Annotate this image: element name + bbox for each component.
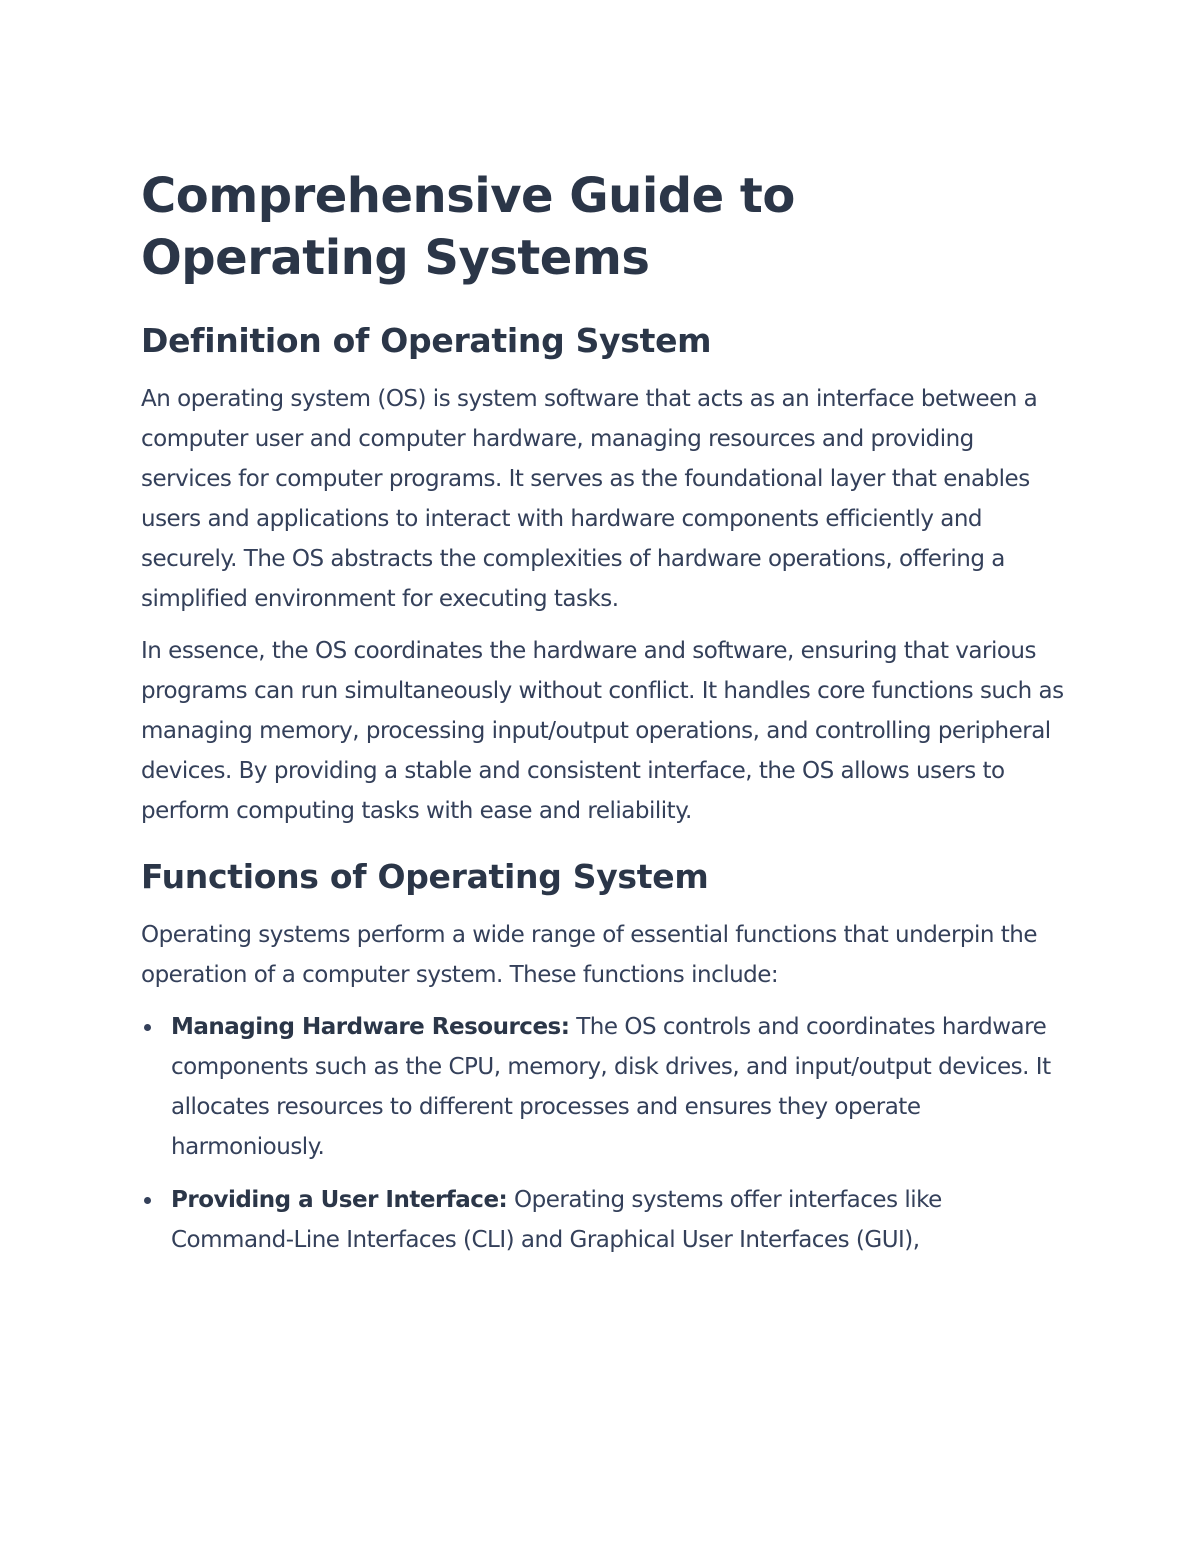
functions-bullet-list [141, 1007, 1066, 1260]
list-item [141, 1180, 1066, 1260]
bullet-dot-icon [144, 1024, 151, 1031]
bullet-dot-icon [144, 1197, 151, 1204]
list-item [141, 1007, 1066, 1167]
definition-paragraph-1: An operating system (OS) is system software that acts as an interface between a computer user and computer hardware, managing resources and providing services for computer programs. It serves as the foundational layer that enables users and applications to interact with hardware components efficiently and securely. The OS abstracts the complexities of hardware operations, offering a simplified environment for executing tasks. [141, 386, 1038, 612]
bullet-text: The OS controls and coordinates hardware components such as the CPU, memory, disk drives, and input/output devices. It allocates resources to different processes and ensures they operate harmoniously. [171, 1014, 1051, 1160]
bullet-text: Operating systems offer interfaces like Command-Line Interfaces (CLI) and Graphical User Interfaces (GUI), [171, 1187, 942, 1253]
section-heading-functions: Functions of Operating System [141, 857, 709, 896]
document-title: Comprehensive Guide to Operating Systems [141, 168, 795, 286]
bullet-term: Managing Hardware Resources: [171, 1014, 570, 1040]
section-heading-definition: Definition of Operating System [141, 321, 712, 360]
section-definition [141, 319, 1066, 831]
bullet-term: Providing a User Interface: [171, 1187, 508, 1213]
definition-paragraph-2: In essence, the OS coordinates the hardware and software, ensuring that various programs can run simultaneously without conflict. It handles core functions such as managing memory, processing input/output operations, and controlling peripheral devices. By providing a stable and consistent interface, the OS allows users to perform computing tasks with ease and reliability. [141, 638, 1064, 824]
document-page [141, 165, 1066, 1273]
functions-intro-paragraph: Operating systems perform a wide range of essential functions that underpin the operation of a computer system. These functions include: [141, 922, 1038, 988]
section-functions [141, 855, 1066, 1260]
